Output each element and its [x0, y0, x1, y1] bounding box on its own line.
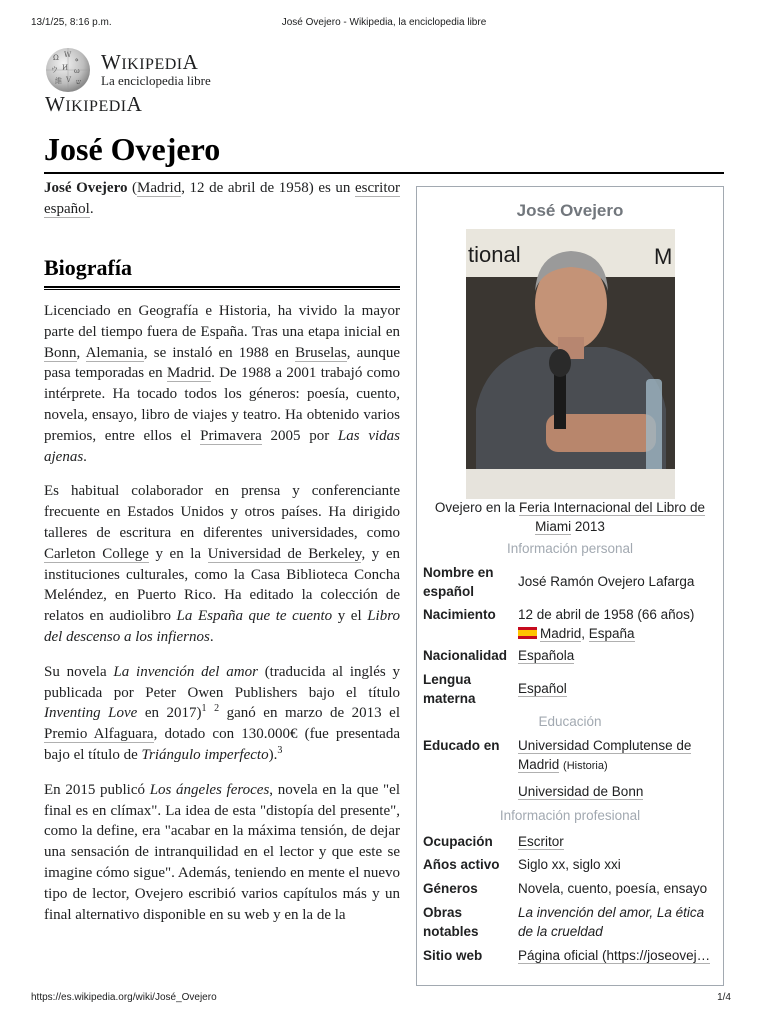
link-madrid[interactable]: Madrid [137, 180, 182, 196]
infobox-section-personal: Información personal [506, 541, 634, 556]
wikipedia-tagline: La enciclopedia libre [101, 73, 211, 88]
paragraph-2: Es habitual colaborador en prensa y conferenciante frecuente en Estados Unidos y otros países. Ha dirigido talleres de escritura en diferentes universidades, como Carleton College y en la Universidad de Berkeley, y en instituciones culturales, como la Casa Biblioteca Concha Meléndez, en Puerto Rico. Ha editado la colección de relatos en audiolibro La España que te cuento y el Libro del descenso a los infiernos. [44, 483, 401, 645]
link-madrid-2[interactable]: Madrid [166, 365, 212, 382]
link-escritor-infobox[interactable]: Escritor [518, 834, 564, 849]
svg-text:維: 維 [55, 77, 62, 85]
article-body [44, 301, 400, 939]
infobox-value-nacimiento [518, 605, 718, 643]
infobox-value-nombre: José Ramón Ovejero Lafarga [518, 574, 695, 589]
reference-1[interactable]: 1 [201, 703, 207, 715]
paragraph-3: Su novela La invención del amor (traducida al inglés y publicada por Peter Owen Publishers bajo el título Inventing Love en 2017)$^1$ $^2$ ganó en marzo de 2013 el Premio Alfaguara, dotado con 130.000€ (fue presentada bajo el título de Triángulo imperfecto).$^3$ [44, 663, 401, 763]
infobox-value-obras: La invención del amor, La ética de la crueldad [518, 905, 705, 939]
link-espanol[interactable]: español [44, 200, 90, 217]
svg-text:ש: ש [76, 78, 81, 86]
spain-flag-icon [518, 627, 537, 639]
birth-date: 12 de abril de 1958 (66 años) [518, 607, 695, 622]
infobox-label-nacionalidad: Nacionalidad [423, 648, 508, 663]
photo-sign-left: tional [468, 242, 521, 267]
infobox [416, 186, 724, 986]
infobox-photo[interactable] [466, 229, 675, 499]
infobox-value-nacionalidad [518, 646, 718, 665]
link-premio-alfaguara[interactable]: Premio Alfaguara [44, 726, 154, 743]
svg-text:И: И [62, 64, 69, 72]
link-primavera[interactable]: Primavera [200, 427, 262, 444]
intro-paragraph: José Ovejero (Madrid, 12 de abril de 1958) es un escritor español. [44, 180, 400, 217]
link-espanol-lengua[interactable]: Español [518, 681, 567, 696]
svg-text:Ω: Ω [53, 54, 59, 62]
wikipedia-globe-icon [44, 46, 92, 94]
link-alemania[interactable]: Alemania [85, 344, 144, 361]
print-datetime: 13/1/25, 8:16 p.m. [31, 17, 112, 28]
reference-2[interactable]: 2 [214, 703, 220, 715]
link-espanola[interactable]: Española [518, 648, 575, 663]
wikipedia-wordmark: WIKIPEDIA [101, 50, 199, 74]
portrait-image [466, 229, 675, 499]
infobox-label-lengua: Lengua materna [423, 672, 476, 706]
infobox-section-educacion: Educación [538, 714, 602, 729]
infobox-label-nacimiento: Nacimiento [423, 607, 496, 622]
infobox-label-obras: Obras notables [423, 905, 479, 939]
section-heading-biografia: Biografía [44, 255, 132, 280]
infobox-value-anos: Siglo xx, siglo xxi [518, 857, 621, 872]
link-pagina-oficial[interactable]: Página oficial (https://joseovej… [518, 948, 711, 963]
page-title: José Ovejero [44, 131, 221, 167]
infobox-title: José Ovejero [516, 201, 624, 220]
infobox-label-nombre: Nombre en español [423, 565, 494, 599]
infobox-label-anos: Años activo [423, 857, 500, 872]
wikipedia-wordmark-secondary: WIKIPEDIA [45, 92, 143, 116]
print-url: https://es.wikipedia.org/wiki/José_Ovejero [31, 992, 217, 1003]
link-bruselas[interactable]: Bruselas [295, 344, 347, 361]
reference-3[interactable]: 3 [277, 744, 283, 756]
svg-text:V: V [66, 76, 72, 84]
link-universidad-complutense[interactable]: Universidad Complutense de Madrid [518, 738, 692, 772]
print-header [31, 17, 737, 31]
svg-text:W: W [64, 51, 72, 59]
svg-text:ه: ه [75, 55, 79, 63]
infobox-section-profesional: Información profesional [499, 808, 641, 823]
link-universidad-bonn[interactable]: Universidad de Bonn [518, 784, 644, 799]
link-feria-libro-miami[interactable]: Feria Internacional del Libro de Miami [518, 500, 706, 534]
infobox-label-ocupacion: Ocupación [423, 834, 493, 849]
education-note: (Historia) [563, 760, 608, 772]
wikipedia-logo[interactable] [44, 46, 284, 96]
infobox-caption: Ovejero en la Feria Internacional del Libro de Miami 2013 [434, 500, 706, 534]
link-espana[interactable]: España [588, 626, 635, 641]
print-page-title: José Ovejero - Wikipedia, la enciclopedia libre [281, 17, 487, 28]
section-divider [44, 286, 400, 290]
infobox-value-generos: Novela, cuento, poesía, ensayo [518, 881, 708, 896]
svg-text:ω: ω [74, 67, 80, 75]
link-escritor[interactable]: escritor [355, 180, 400, 196]
paragraph-1: Licenciado en Geografía e Historia, ha vivido la mayor parte del tiempo fuera de España. Tras una etapa inicial en Bonn, Alemania, se instaló en 1988 en Bruselas, aunque pasa temporadas en Madrid. De 1988 a 2001 trabajó como intérprete. Ha tocado todos los géneros: poesía, cuento, novela, ensayo, libro de viajes y teatro. Ha obtenido varios premios, entre ellos el Primavera 2005 por Las vidas ajenas. [44, 303, 400, 465]
paragraph-4: En 2015 publicó Los ángeles feroces, novela en la que "el final es en clímax". La idea de esta "distopía del presente", como la define, era "acabar en la máxima tensión, de dejar una sensación de intranquilidad en el lector y que este se imagine cómo sigue". Además, teniendo en mente el nuevo tipo de lector, Ovejero escribió varios capítulos más y un final alternativo disponible en su web y en la de la [44, 781, 400, 923]
infobox-value-educado [518, 736, 718, 801]
photo-sign-right: M [654, 244, 673, 269]
link-madrid-infobox[interactable]: Madrid [540, 626, 582, 641]
print-page-count: 1/4 [717, 992, 731, 1003]
infobox-value-lengua [518, 679, 718, 698]
link-bonn[interactable]: Bonn [44, 344, 77, 361]
print-footer [31, 992, 737, 1006]
title-divider [44, 172, 724, 174]
infobox-value-sitio [518, 946, 718, 965]
article-intro [44, 178, 400, 234]
infobox-label-educado: Educado en [423, 738, 500, 753]
link-universidad-berkeley[interactable]: Universidad de Berkeley [207, 545, 362, 562]
link-carleton-college[interactable]: Carleton College [44, 545, 149, 562]
infobox-value-ocupacion [518, 832, 718, 851]
subject-name: José Ovejero [44, 180, 128, 196]
infobox-label-generos: Géneros [423, 881, 478, 896]
birth-place: Madrid, España [518, 624, 718, 643]
infobox-label-sitio: Sitio web [423, 948, 483, 963]
